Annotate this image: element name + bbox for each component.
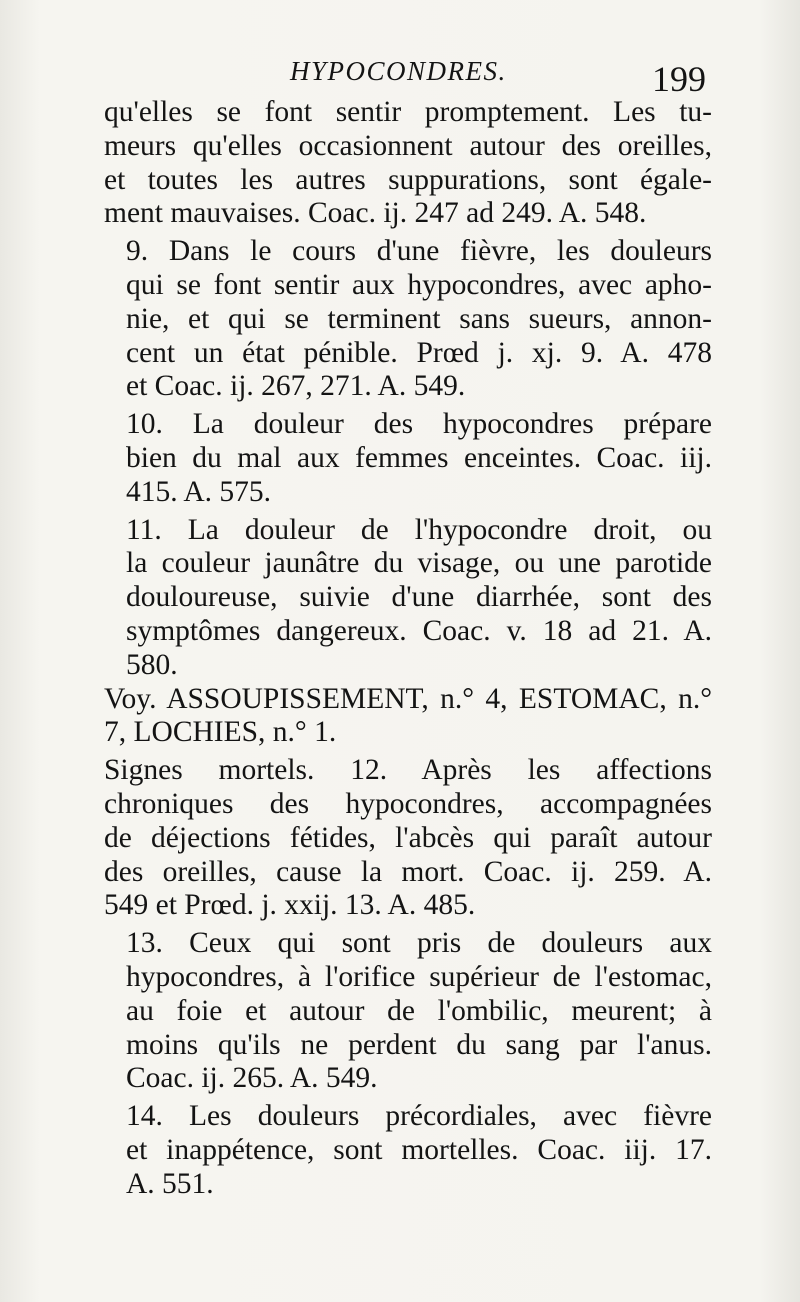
- paragraph-14: [104, 1100, 712, 1201]
- text-line: chroniques des hypocondres, accompagnées: [104, 787, 712, 820]
- text-line: 10. La douleur des hypocondres prépare: [126, 408, 712, 441]
- text-line: 13. Ceux qui sont pris de douleurs aux: [126, 927, 712, 960]
- text-line: A. 551.: [126, 1167, 214, 1200]
- text-line: et inappétence, sont mortelles. Coac. iij. 17.: [126, 1133, 712, 1166]
- paragraph-13: [104, 927, 712, 1096]
- text-line: des oreilles, cause la mort. Coac. ij. 259. A.: [104, 855, 712, 888]
- text-line: douloureuse, suivie d'une diarrhée, sont des: [126, 581, 712, 614]
- text-line: cent un état pénible. Prœd j. xj. 9. A. 478: [126, 336, 712, 369]
- text-line: qui se font sentir aux hypocondres, avec apho-: [126, 268, 712, 301]
- text-line: la couleur jaunâtre du visage, ou une parotide: [126, 547, 712, 580]
- text-line: ment mauvaises. Coac. ij. 247 ad 249. A. 548.: [104, 197, 647, 230]
- text-line: 580.: [126, 648, 178, 681]
- paragraph-10: [104, 408, 712, 509]
- text-line: hypocondres, à l'orifice supérieur de l'estomac,: [126, 960, 712, 993]
- page-header: [100, 52, 710, 99]
- text-line: 14. Les douleurs précordiales, avec fièvre: [126, 1100, 712, 1133]
- text-line: de déjections fétides, l'abcès qui paraît autour: [104, 821, 712, 854]
- page-body: [104, 96, 712, 1202]
- text-line: bien du mal aux femmes enceintes. Coac. iij.: [126, 441, 712, 474]
- paragraph-9: [104, 235, 712, 404]
- text-line: Coac. ij. 265. A. 549.: [126, 1062, 378, 1095]
- text-line: meurs qu'elles occasionnent autour des oreilles,: [104, 129, 712, 162]
- paragraph-voy: [104, 683, 712, 751]
- text-line: 415. A. 575.: [126, 475, 272, 508]
- text-line: et Coac. ij. 267, 271. A. 549.: [126, 370, 466, 403]
- text-line: moins qu'ils ne perdent du sang par l'anus.: [126, 1028, 712, 1061]
- text-line: 9. Dans le cours d'une fièvre, les douleurs: [126, 235, 712, 268]
- paragraph-12: [104, 754, 712, 923]
- text-line: qu'elles se font sentir promptement. Les tu-: [104, 96, 712, 128]
- text-line: Voy. ASSOUPISSEMENT, n.° 4, ESTOMAC, n.°: [104, 682, 712, 715]
- text-line: nie, et qui se terminent sans sueurs, annon-: [126, 302, 712, 335]
- text-line: 549 et Prœd. j. xxij. 13. A. 485.: [104, 889, 476, 922]
- text-line: Signes mortels. 12. Après les affections: [104, 754, 712, 787]
- text-line: 7, LOCHIES, n.° 1.: [104, 716, 337, 749]
- running-title: HYPOCONDRES.: [290, 56, 507, 86]
- paragraph-continuation: [104, 96, 712, 231]
- page-number: 199: [652, 59, 706, 99]
- text-line: symptômes dangereux. Coac. v. 18 ad 21. A.: [126, 614, 712, 647]
- text-line: 11. La douleur de l'hypocondre droit, ou: [126, 513, 712, 546]
- paragraph-11: [104, 514, 712, 683]
- text-line: au foie et autour de l'ombilic, meurent; à: [126, 994, 712, 1027]
- text-line: et toutes les autres suppurations, sont égale-: [104, 163, 712, 196]
